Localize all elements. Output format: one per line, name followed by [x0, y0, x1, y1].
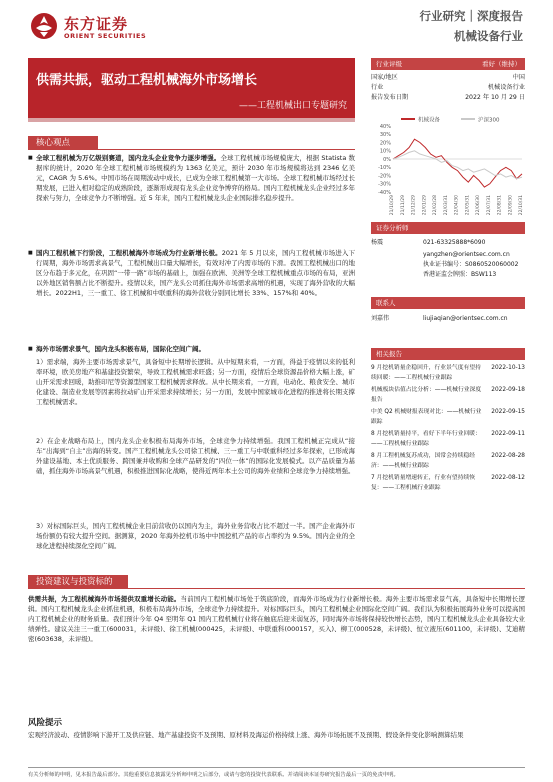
related-report[interactable]: 机械板块估值占比分析：——机械行业深度报告 2022-09-18 [371, 387, 525, 403]
info-row-industry: 行业 机械设备行业 [371, 84, 525, 91]
rating-bar [371, 58, 525, 70]
rating-label: 行业评级 [376, 60, 402, 68]
related-report[interactable]: 9 月挖机销量企稳回升，行业景气度有望持续回暖：——工程机械行业跟踪 2022-10-13 [371, 365, 525, 381]
core-bullet-2 [28, 248, 355, 298]
core-divider [28, 149, 355, 150]
risk-heading: 风险提示 [28, 718, 63, 728]
x-tick-label: 22/05/31 [465, 195, 471, 216]
x-tick-label: 22/07/31 [486, 195, 492, 216]
report-industry: 机械设备行业 [454, 29, 523, 43]
brand-logo [30, 12, 160, 42]
analyst-hk-license: 香港证监会牌照：BSW113 [423, 271, 497, 278]
risk-text: 宏观经济波动、疫情影响下游开工及供应链、地产基建投资不及预期、原材料及海运价格持续上涨、海外市场拓展不及预期、假设条件变化影响测算结果 [28, 731, 464, 739]
core-bullet-1-text: 全球工程机械市场规模庞大，根据 Statista 数据库的统计，2020 年全球工程机械市场规模约为 1363 亿美元，预计 2030 年市场规模将达到 2346 亿美元，CAGR 为 5.6%。中国市场在周期波动中成长，已成为全球工程机械第一大市场。全球工程机械市场经过长期发展，已进入相对稳定的成熟阶段，逐渐形成现有龙头企业竞争博弈的格局。国内工程机械龙头企业经过多年探索与努力，全球竞争力不断增强。近 5 年来，国内工程机械龙头企业国际排名稳步提升。 [36, 154, 355, 202]
footer-disclaimer: 有关分析师的申明，见本报告最后部分。其他重要信息披露见分析师申明之后部分，或请与您的投资代表联系。并请阅读本证券研究报告最后一页的免责申明。 [28, 772, 399, 778]
core-sub-para-1: 1）需求端，海外主要市场需求景气，具备短中长期增长逻辑。从中短期来看，一方面，得益于疫情以来的低利率环境，欧美房地产和基建投资繁荣，导致工程机械需求旺盛；另一方面，疫情后全球资源品价格大幅上涨，矿山开采需求回暖，助推印尼等资源型国家工程机械需求释放。从中长期来看，一方面，电动化、粮食安全、城市化建设、制造业发展等因素将拉动矿山开采需求持续增长；另一方面，发展中国家城市化进程的推进将长期支撑工程机械需求。 [36, 358, 355, 406]
contact-email: liujiaqian@orientsec.com.cn [423, 315, 508, 322]
legend-label: 沪深300 [478, 117, 500, 124]
related-report[interactable]: 中美 Q2 机械财报表现对比：——机械行业跟踪 2022-09-15 [371, 409, 525, 425]
x-tick-label: 22/01/29 [422, 195, 428, 216]
series-line [393, 151, 522, 179]
core-sub-para-3: 3）对标国际巨头，国内工程机械企业目前营收仍以国内为主，海外业务营收占比不超过一半。国产企业海外市场份额仍有较大提升空间。据测算，2020 年海外挖机市场中中国挖机产品的市占率约为 9.5%。国内企业的全球化进程持续深化空间广阔。 [36, 522, 355, 550]
advice-divider [28, 588, 525, 589]
analyst-heading: 证券分析师 [371, 222, 525, 234]
analyst-phone: 021-63325888*6090 [423, 239, 486, 246]
y-tick-label: 0% [383, 156, 391, 163]
core-bullet-2-text: 2021 年 5 月以来，国内工程机械市场进入下行周期，海外市场需求高景气，工程机械出口量大幅增长，有效对冲了内需市场的下滑。我国工程机械出口的地区分布趋于多元化，在巩固“一带一路”市场的基础上，加强在欧洲、美洲等全球工程机械重点市场的布局，亚洲以外地区销售额占比不断提升。疫情以来，国产龙头公司抓住海外市场需求高增的机遇，实现了海外营收的大幅增长。2022H1，三一重工、徐工机械和中联重科的海外营收分别同比增长 33%、157%和 40%。 [36, 249, 355, 297]
related-list [371, 364, 525, 496]
core-heading: 核心观点 [28, 136, 98, 150]
related-report[interactable]: 7 月挖机销量增速转正，行业有望持续恢复：——工程机械行业跟踪 2022-08-12 [371, 475, 525, 491]
related-heading: 相关报告 [371, 348, 525, 360]
x-tick-label: 22/04/30 [454, 195, 460, 216]
y-tick-label: 30% [379, 132, 391, 139]
x-tick-label: 21/10/29 [390, 195, 395, 216]
core-bullet-2-lead: 国内工程机械下行阶段，工程机械海外市场成为行业新增长极。 [36, 249, 222, 257]
performance-chart [371, 114, 525, 216]
y-tick-label: -40% [378, 189, 391, 196]
x-tick-label: 22/08/31 [497, 195, 503, 216]
x-tick-label: 21/11/29 [400, 195, 406, 216]
analyst-name-row [371, 238, 525, 250]
x-tick-label: 22/02/28 [433, 195, 438, 216]
contact-heading: 联系人 [371, 297, 525, 309]
info-row-region: 国家/地区 中国 [371, 74, 525, 81]
core-bullet-3 [28, 344, 355, 354]
report-title: 供需共振，驱动工程机械海外市场增长 [36, 73, 258, 88]
analyst-email: yangzhen@orientsec.com.cn [423, 251, 510, 258]
x-tick-label: 22/09/30 [508, 195, 514, 216]
legend-label: 机械设备 [418, 117, 441, 124]
y-tick-label: -10% [378, 165, 391, 172]
rating-value: 看好（维持） [482, 60, 521, 68]
contact-row [371, 314, 525, 324]
brand-mark-icon [30, 12, 58, 40]
y-tick-label: 10% [379, 148, 391, 155]
related-report[interactable]: 8 月挖机销量持平，看好下半年行业回暖：——工程机械行业跟踪 2022-09-11 [371, 431, 525, 447]
core-sub-para-2: 2）在企业战略布局上，国内龙头企业积极布局海外市场，全球竞争力持续增强。我国工程机械正完成从“接车”出海到“自主”出海的转变。国产工程机械龙头公司徐工机械、三一重工与中联重科经过多年探索，已形成海外建设基地、本土优质服务、跨国兼并收购和全球产品研发的“四位一体”的国际化发展模式。以产品质量为基础，抓住海外市场高景气机遇，积极推进国际化战略，使得近两年本土公司的海外业绩和全球竞争力持续增强。 [36, 437, 355, 475]
footer-divider [28, 767, 525, 768]
banner-stripe [28, 118, 355, 122]
x-tick-label: 22/06/30 [476, 195, 481, 216]
x-tick-label: 21/12/29 [411, 195, 417, 216]
analyst-cert: 执业证书编号：S0860520060002 [423, 261, 519, 268]
title-banner [28, 58, 355, 118]
report-category: 行业研究｜深度报告 [419, 9, 523, 23]
y-tick-label: 20% [379, 140, 391, 147]
advice-body [28, 594, 525, 644]
analyst-block [371, 238, 525, 280]
x-tick-label: 22/03/31 [443, 195, 449, 216]
core-bullet-1-lead: 全球工程机械为万亿级别赛道，国内龙头企业竞争力逐步增强。 [36, 154, 221, 162]
advice-text: 当前国内工程机械市场处于筑底阶段，而海外市场成为行业新增长极。海外主要市场需求景气高，具备短中长期增长逻辑。国内工程机械龙头企业抓住机遇，积极布局海外市场，全球竞争力持续提升。对标国际巨头，国内工程机械企业国际化空间广阔。我们认为积极拓展海外业务可以提高国内工程机械企业的财务质量。我们预计今年 Q4 至明年 Q1 国内工程机械行业将在触底后迎来弱复苏，同时海外市场将保持较快增长态势，国内工程机械龙头企业具备较大业绩弹性。建议关注三一重工(600031，未评级)、徐工机械(000425，未评级)、中联重科(000157，买入)、柳工(000528，未评级)、恒立液压(601100，未评级)、艾迪精密(603638，未评级)。 [28, 595, 526, 643]
series-line [393, 139, 522, 187]
y-tick-label: -30% [378, 181, 391, 188]
info-row-date: 报告发布日期 2022 年 10 月 29 日 [371, 94, 525, 101]
report-subtitle: ——工程机械出口专题研究 [238, 101, 347, 111]
brand-name-cn: 东方证券 [64, 15, 129, 33]
y-tick-label: -20% [378, 173, 391, 180]
core-bullet-3-lead: 海外市场需求景气，国内龙头积极布局，国际化空间广阔。 [36, 345, 205, 353]
advice-lead: 供需共振，为工程机械海外市场提供双重增长动能。 [28, 595, 181, 603]
analyst-name: 杨震 [371, 239, 384, 246]
advice-heading: 投资建议与投资标的 [28, 575, 128, 589]
brand-name-en: ORIENT SECURITIES [64, 32, 147, 40]
info-block [371, 73, 525, 103]
y-tick-label: 40% [379, 123, 391, 130]
core-bullet-1 [28, 153, 355, 203]
related-report[interactable]: 8 月工程机械复苏成功，国常会持续稳经济：——机械行业跟踪 2022-08-28 [371, 453, 525, 469]
x-tick-label: 22/10/31 [519, 195, 524, 216]
contact-name: 刘嘉伟 [371, 315, 390, 322]
